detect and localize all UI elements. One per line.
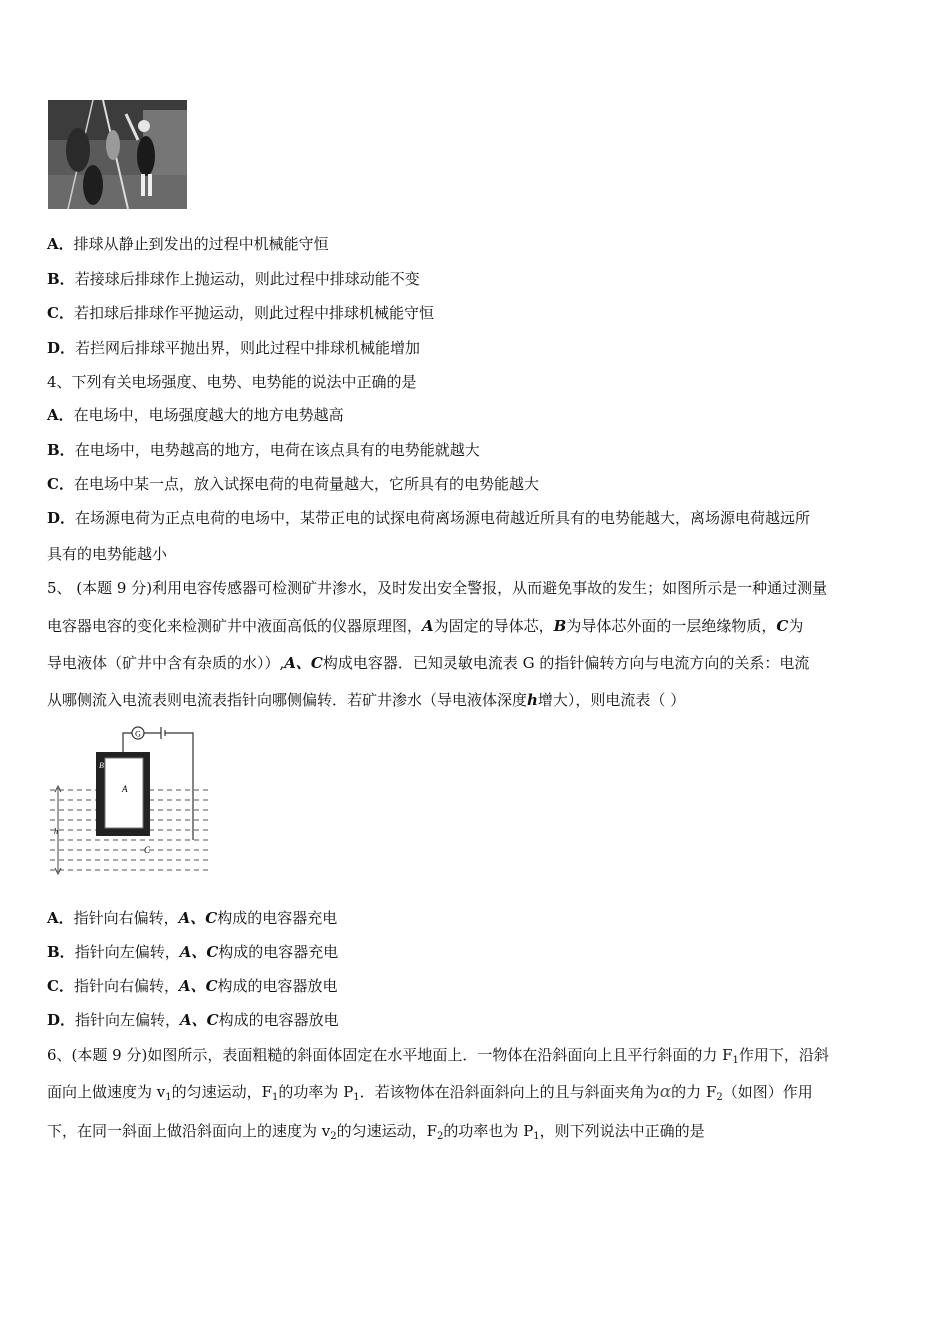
q5-option-c: [47, 976, 338, 996]
option-text: 若接球后排球作上抛运动，则此过程中排球动能不变: [74, 270, 420, 288]
option-text: 指针向右偏转，: [73, 909, 179, 927]
q6-text: 的功率也为 P: [443, 1122, 534, 1140]
option-text: 在电场中某一点，放入试探电荷的电荷量越大，它所具有的电势能越大: [73, 475, 539, 493]
q6-line-3: [47, 1121, 705, 1141]
q5-text: 电容器电容的变化来检测矿井中液面高低的仪器原理图，: [47, 617, 423, 635]
q4-option-b: [47, 440, 480, 460]
q3-option-a: [47, 234, 329, 254]
option-text: 排球从静止到发出的过程中机械能守恒: [73, 235, 329, 253]
subscript: 2: [716, 1092, 723, 1103]
option-label: B．: [47, 943, 75, 961]
label-a: A: [122, 784, 128, 794]
option-text: 构成的电容器放电: [218, 1011, 339, 1029]
option-text: 指针向右偏转，: [73, 977, 179, 995]
q4-option-c: [47, 474, 539, 494]
subscript: 2: [437, 1131, 444, 1142]
var-c: C: [776, 617, 789, 635]
label-b: B: [99, 761, 104, 770]
q4-stem: 4、下列有关电场强度、电势、电势能的说法中正确的是: [47, 373, 417, 391]
q5-text: 导电液体（矿井中含有杂质的水））,: [47, 654, 285, 672]
subscript: 1: [353, 1092, 360, 1103]
option-text: 构成的电容器充电: [218, 943, 339, 961]
option-label: A．: [47, 235, 74, 253]
q3-option-d: [47, 338, 420, 358]
q5-text: 为固定的导体芯，: [433, 617, 554, 635]
q5-line-2: [47, 616, 803, 636]
q5-line-3: [47, 653, 809, 673]
q4-option-d-continuation: 具有的电势能越小: [47, 545, 168, 563]
q6-text: 下，在同一斜面上做沿斜面向上的速度为 v: [47, 1122, 331, 1140]
option-label: C．: [47, 475, 74, 493]
option-text: 若拦网后排球平抛出界，则此过程中排球机械能增加: [75, 339, 421, 357]
option-label: C．: [47, 977, 74, 995]
q5-text: 构成电容器．已知灵敏电流表 G 的指针偏转方向与电流方向的关系：电流: [322, 654, 810, 672]
label-h: h: [54, 827, 58, 836]
option-label: D．: [47, 339, 76, 357]
option-label: B．: [47, 441, 75, 459]
q6-text: 面向上做速度为 v: [47, 1083, 166, 1101]
option-text: 在电场中，电场强度越大的地方电势越高: [73, 406, 344, 424]
option-label: C．: [47, 304, 74, 322]
q6-text: 的力 F: [671, 1083, 717, 1101]
q6-text: ，则下列说法中正确的是: [539, 1122, 705, 1140]
capacitor-diagram: [46, 722, 214, 878]
option-var: A、C: [180, 1011, 219, 1029]
option-label: A．: [47, 406, 74, 424]
option-text: 若扣球后排球作平抛运动，则此过程中排球机械能守恒: [73, 304, 434, 322]
alpha-symbol: α: [659, 1082, 672, 1102]
subscript: 1: [533, 1131, 540, 1142]
option-var: A、C: [178, 977, 218, 995]
option-label: D．: [47, 509, 76, 527]
label-c: C: [144, 845, 151, 855]
q5-line-1: 5、 (本题 9 分)利用电容传感器可检测矿井渗水，及时发出安全警报，从而避免事故的发生；如图所示是一种通过测量: [47, 579, 828, 597]
q6-text: 的匀速运动，F: [171, 1083, 273, 1101]
q5-option-a: [47, 908, 337, 928]
q5-text: 从哪侧流入电流表则电流表指针向哪侧偏转．若矿井渗水（导电液体深度: [47, 691, 528, 709]
q6-text: 的功率为 P: [278, 1083, 354, 1101]
subscript: 1: [732, 1055, 739, 1066]
q6-line-2: [47, 1082, 813, 1102]
q6-text: （如图）作用: [722, 1083, 813, 1101]
subscript: 1: [165, 1092, 172, 1103]
q6-line-1: [47, 1045, 829, 1065]
subscript: 2: [330, 1131, 337, 1142]
q5-line-4: [47, 690, 685, 710]
q3-option-c: [47, 303, 434, 323]
option-text: 构成的电容器放电: [217, 977, 338, 995]
volleyball-photo: [48, 100, 187, 209]
option-text: 构成的电容器充电: [217, 909, 338, 927]
var-a: A: [422, 617, 434, 635]
option-text: 指针向左偏转，: [75, 1011, 181, 1029]
galvanometer-label: G: [135, 729, 141, 739]
option-label: A．: [47, 909, 74, 927]
var-h: h: [527, 691, 538, 709]
option-text: 在电场中，电势越高的地方，电荷在该点具有的电势能就越大: [74, 441, 480, 459]
option-label: D．: [47, 1011, 76, 1029]
option-var: A、C: [178, 909, 218, 927]
option-text: 在场源电荷为正点电荷的电场中，某带正电的试探电荷离场源电荷越近所具有的电势能越大，离场源电荷越远所: [75, 509, 811, 527]
q5-option-d: [47, 1010, 339, 1030]
subscript: 1: [272, 1092, 279, 1103]
option-text: 指针向左偏转，: [74, 943, 180, 961]
var-ac: A、C: [284, 654, 323, 672]
option-label: B．: [47, 270, 75, 288]
q5-text: 为: [788, 617, 804, 635]
option-var: A、C: [179, 943, 219, 961]
q6-text: 作用下，沿斜: [738, 1046, 829, 1064]
q5-text: 增大），则电流表（ ）: [537, 691, 686, 709]
q4-option-d: [47, 508, 810, 528]
q6-text: 的匀速运动，F: [336, 1122, 438, 1140]
q4-option-a: [47, 405, 344, 425]
q6-text: 6、(本题 9 分)如图所示，表面粗糙的斜面体固定在水平地面上．一物体在沿斜面向上且平行斜面的力 F: [47, 1046, 733, 1064]
q5-text: 为导体芯外面的一层绝缘物质，: [566, 617, 777, 635]
q6-text: ．若该物体在沿斜面斜向上的且与斜面夹角为: [359, 1083, 660, 1101]
q3-option-b: [47, 269, 420, 289]
var-b: B: [553, 617, 567, 635]
q5-option-b: [47, 942, 338, 962]
